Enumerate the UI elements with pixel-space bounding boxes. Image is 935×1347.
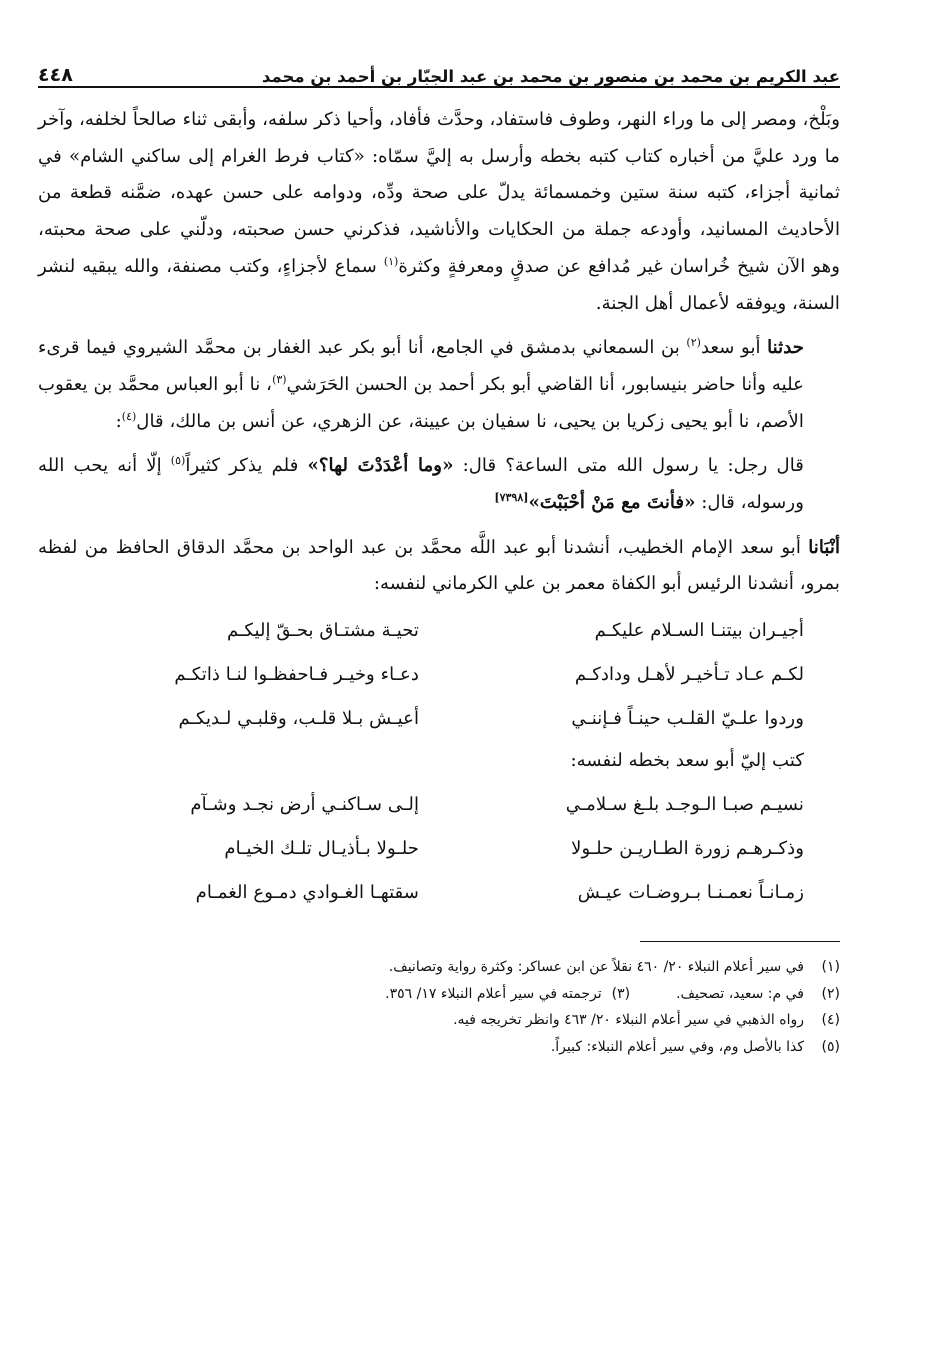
footnote-number: (٣) [611, 985, 631, 1002]
footnote [38, 981, 840, 1008]
footnote [38, 954, 840, 981]
verse-hemistich: أعيـش بـلا قلـب، وقلبـي لـديكـم [178, 708, 419, 730]
verse-hemistich: أجيـران بيتنـا السـلام عليكـم [594, 620, 804, 642]
verse-hemistich: لكـم عـاد تـأخيـر لأهـل ودادكـم [574, 664, 804, 686]
page-number: ٤٤٨ [38, 64, 73, 86]
hadith-quote-2: «فأنتَ مع مَنْ أحْبَبْتَ» [528, 492, 696, 514]
paragraph-anbana: أنْبَانا أبو سعد الإمام الخطيب، أنشدنا أبو عبد اللَّه محمَّد بن عبد الواحد بن محمَّد الدقاق الحافظ من لفظه بمرو، أنشدنا الرئيس أبو الكفاة معمر بن علي الكرماني لنفسه: [38, 536, 840, 595]
footnote-text: رواه الذهبي في سير أعلام النبلاء ٢٠/ ٤٦٣ وانظر تخريجه فيه. [453, 1012, 804, 1029]
verse-hemistich: وذكـرهـم زورة الطـاريـن حلـولا [571, 838, 804, 860]
anbana-label: أنْبَانا [808, 536, 840, 558]
verse-hemistich: تحيـة مشتـاق بحـقّ إليكـم [226, 620, 419, 642]
poem-2 [38, 785, 840, 913]
footnote-ref-4: (٤) [121, 409, 137, 423]
paragraph-biography: وبَلْخ، ومصر إلى ما وراء النهر، وطوف فاستفاد، وحدَّث فأفاد، وأحيا ذكر سلفه، وأبقى ثناء صالحاً لخلفه، وآخر ما ورد عليَّ من أخباره كتاب كتبه بخطه وأرسل به إليَّ سمّاه: «كتاب فرط الغرام إلى ساكني الشام» في ثمانية أجزاء، كتبه سنة ستين وخمسمائة يدلّ على صحة ودِّه، ودوامه على حسن عهده، ضمَّنه قطعة من الأحاديث المسانيد، وأودعه جملة من الحكايات والأناشيد، فذكرني حسن صحبته، ودلّني على صحة محبته، وهو الآن شيخ خُراسان غير مُدافع عن صدقٍ ومعرفةٍ وكثرة$^{(١)}$ سماع لأجزاءٍ، وكتب مصنفة، والله يبقيه لنشر السنة، ويوفقه لأعمال أهل الجنة. [38, 109, 840, 314]
footnote-ref-5: (٥) [170, 454, 186, 468]
paragraph-hadith-text: قال رجل: يا رسول الله متى الساعة؟ قال: «وما أعْدَدْتَ لها؟» فلم يذكر كثيراً$^{(٥)}$ إلّا أنه يحب الله ورسوله، قال: «فأنتَ مع مَنْ أحْبَبْتَ»[٧٣٩٨] [38, 454, 804, 514]
running-title: عبد الكريم بن محمد بن منصور بن محمد بن عبد الجبّار بن أحمد بن محمد [261, 67, 840, 86]
verse-hemistich: إلـى سـاكنـي أرض نجـد وشـآم [190, 794, 419, 816]
hadith-number: [٧٣٩٨] [494, 490, 529, 504]
footnote-number: (٥) [821, 1038, 840, 1055]
footnote-text: كذا بالأصل وم، وفي سير أعلام النبلاء: كبيراً. [550, 1038, 804, 1055]
main-text [38, 102, 840, 603]
haddathana-label: حدثنا [767, 337, 804, 359]
verse-hemistich: زمـانـاً نعمـنـا بـروضـات عيـش [577, 882, 804, 904]
footnote-ref-3: (٣) [272, 372, 287, 386]
footnote-text: في م: سعيد، تصحيف. [676, 985, 804, 1002]
footnote-ref-1: (١) [383, 254, 399, 268]
verse-hemistich: حلـولا بـأذيـال تلـك الخيـام [224, 838, 419, 860]
footnote-number: (٤) [821, 1012, 840, 1029]
poem-1 [38, 611, 840, 739]
paragraph-hadith-chain: حدثنا أبو سعد$^{(٢)}$ بن السمعاني بدمشق في الجامع، أنا أبو بكر عبد الغفار بن محمَّد الشيروي فيما قرىء عليه وأنا حاضر بنيسابور، أنا القاضي أبو بكر أحمد بن الحسن الحَرَشي$^{(٣)}$، نا أبو العباس محمَّد بن يعقوب الأصم، نا أبو يحيى زكريا بن يحيى، نا سفيان بن عيينة، عن الزهري، عن أنس بن مالك، قال$^{(٤)}$: [38, 336, 805, 432]
page-header [38, 52, 840, 88]
footnote-number: (٢) [821, 985, 840, 1002]
hadith-quote-1: «وما أعْدَدْتَ لها؟» [307, 455, 454, 477]
footnote-text: في سير أعلام النبلاء ٢٠/ ٤٦٠ نقلاً عن ابن عساكر: وكثرة رواية وتصانيف. [388, 959, 804, 976]
footnote-divider [640, 941, 840, 942]
book-page [38, 52, 840, 1292]
footnote-text: ترجمته في سير أعلام النبلاء ١٧/ ٣٥٦. [385, 985, 602, 1002]
footnote-number: (١) [821, 959, 840, 976]
verse-hemistich: دعـاء وخيـر فـاحفظـوا لنـا ذاتكـم [174, 664, 419, 686]
verse-hemistich: نسيـم صبـا الـوجـد بلـغ سـلامـي [565, 794, 804, 816]
footnote [38, 1034, 840, 1061]
poem-intro: كتب إليّ أبو سعد بخطه لنفسه: [570, 750, 804, 772]
verse-hemistich: وردوا علـيّ القلـب حينـاً فـإننـي [571, 708, 804, 730]
verse-hemistich: سقتهـا الغـوادي دمـوع الغمـام [195, 882, 419, 904]
footnotes [38, 954, 840, 1060]
footnote [38, 1007, 840, 1034]
footnote-ref-2: (٢) [686, 336, 701, 350]
